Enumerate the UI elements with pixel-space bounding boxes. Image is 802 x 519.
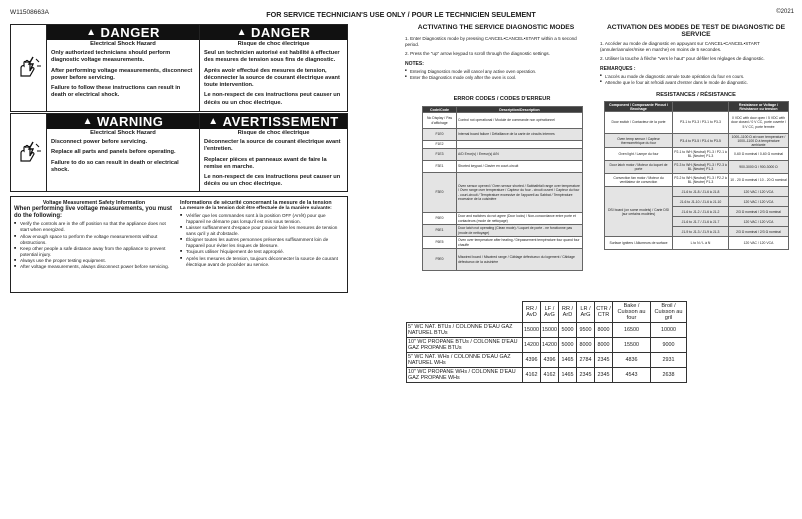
error-description: Door and switches do not agree (Door locks) / Non-concordance entre porte et contacteurs (mode de nettoyage) <box>457 213 583 225</box>
component: Oven temp sensor / Capteur thermométrique du four <box>605 134 673 148</box>
error-description <box>457 141 583 149</box>
document-number: W11508663A <box>10 9 49 16</box>
column-header: Code/Code <box>423 107 457 113</box>
table-cell: 14200 <box>541 338 559 353</box>
table-cell: 15000 <box>523 323 541 338</box>
danger-banner: ▲ DANGER <box>47 25 199 40</box>
page-title: FOR SERVICE TECHNICIAN'S USE ONLY / POUR LE TECHNICIEN SEULEMENT <box>266 10 536 19</box>
resistance-value: 120 VAC / 120 VCA <box>729 187 789 197</box>
table-header-row <box>407 302 687 323</box>
table-row <box>423 225 583 237</box>
column-header: LF / AvG <box>541 302 559 323</box>
component: Oven light / Lampe du four <box>605 148 673 161</box>
error-description: Door latch not operating (Clean mode) / Loquet de porte - ne fonctionne pas (mode de nettoyage) <box>457 225 583 237</box>
btu-rating-table <box>406 301 687 383</box>
pinout: J1-6 to J1-2 / J1-6 à J1-2 <box>673 207 729 217</box>
table-cell: 4162 <box>541 368 559 383</box>
error-code: F3E0 <box>423 173 457 213</box>
error-code: F6E5 <box>423 237 457 249</box>
column-header: Description/Description <box>457 107 583 113</box>
resistance-value: 120 VAC / 120 VCA <box>729 237 789 250</box>
note: ■ Enter the Diagnostics mode only after the oven is cool. <box>405 75 587 81</box>
diagnostic-section-french <box>600 24 792 85</box>
warning-triangle-icon: ▲ <box>86 27 97 38</box>
row-label: 5" WC NAT. WHs / COLONNE D'EAU GAZ NATUREL WHs <box>407 353 523 368</box>
table-row <box>407 338 687 353</box>
warning-french <box>200 114 347 191</box>
table-cell: 2345 <box>595 368 613 383</box>
diagnostic-section-english <box>405 24 587 80</box>
hazard-message: Disconnect power before servicing. <box>51 139 148 145</box>
list-item: ■ Toujours utiliser l'équipement de test approprié. <box>180 249 343 255</box>
table-cell: 4543 <box>613 368 651 383</box>
table-cell: 2345 <box>577 368 595 383</box>
hazard-message: Failure to follow these instructions can result in death or electrical shock. <box>51 85 181 99</box>
notes-label-fr: REMARQUES : <box>600 65 636 72</box>
error-description: Oven over temperature after heating / Dépassement température four quand four chauffe <box>457 237 583 249</box>
hazard-message: Après avoir effectué des mesures de tension, déconnecter la source de courant électrique avant toute intervention. <box>204 67 340 89</box>
safety-list-fr <box>180 213 343 268</box>
table-row <box>423 129 583 141</box>
danger-english <box>47 25 200 111</box>
hazard-message: Le non-respect de ces instructions peut causer un décès ou un choc électrique. <box>204 92 341 106</box>
resistance-value: 10 - 20 Ω nominal / 10 - 20 Ω nominal <box>729 174 789 187</box>
table-row <box>423 161 583 173</box>
table-cell: 4162 <box>523 368 541 383</box>
error-description: Shorted keypad / Clavier en court-circuit <box>457 161 583 173</box>
table-header-row <box>605 102 789 112</box>
step: 2. Press the "up" arrow keypad to scroll through the diagnostic settings. <box>405 50 550 56</box>
hazard-message: Seul un technicien autorisé est habilité à effectuer des mesures de tension sous fins de diagnostic. <box>204 50 340 64</box>
error-code: F3E1 <box>423 161 457 173</box>
pinout: J1-6 to J1-7 / J1-6 à J1-7 <box>673 217 729 227</box>
list-item: ■ Keep other people a safe distance away from the appliance to prevent potential injury. <box>14 246 174 258</box>
table-cell: 10000 <box>651 323 687 338</box>
table-row <box>605 148 789 161</box>
pinout: J1-9 to J1-3 / J1-9 à J1-3 <box>673 227 729 237</box>
pinout: P2-2 to WH (Neutral) P1-3 / P2-2 à BL (Neutre) P1-3 <box>673 174 729 187</box>
component: Door switch / Contacteur de la porte <box>605 112 673 134</box>
danger-french <box>200 25 347 111</box>
table-cell: 2931 <box>651 353 687 368</box>
pinout: P3-1 to P3-3 / P3-1 to P3-3 <box>673 112 729 134</box>
table-row <box>407 368 687 383</box>
hazard-message: Only authorized technicians should perform diagnostic voltage measurements. <box>51 50 171 64</box>
safety-french <box>180 200 343 268</box>
table-cell: 8000 <box>595 323 613 338</box>
pinout: L to N / L à N <box>673 237 729 250</box>
table-cell: 4396 <box>523 353 541 368</box>
table-row <box>605 174 789 187</box>
warning-english <box>47 114 200 191</box>
table-row <box>423 149 583 161</box>
note: ■ L'accès au mode de diagnostic annule toute opération du four en cours. <box>600 74 792 80</box>
list-item: ■ Allow enough space to perform the voltage measurements without obstructions. <box>14 234 174 246</box>
column-header: CTR / CTR <box>595 302 613 323</box>
resistance-value: 2/3 Ω nominal / 2/3 Ω nominal <box>729 227 789 237</box>
warning-box <box>10 113 348 192</box>
table-cell: 14200 <box>523 338 541 353</box>
row-label: 10" WC PROPANE BTUs / COLONNE D'EAU GAZ PROPANE BTUs <box>407 338 523 353</box>
column-header: Component / Composante Pinout / Brochage <box>605 102 673 112</box>
step: 2. Utiliser la touche à flèche "vers le haut" pour défiler les réglages de diagnostic. <box>600 55 765 61</box>
resistance-value: 0-60 Ω nominal / 0-60 Ω nominal <box>729 148 789 161</box>
table-row <box>407 323 687 338</box>
table-cell: 15500 <box>613 338 651 353</box>
hazard-message: Replacer pièces et panneaux avant de faire la remise en marche. <box>204 156 327 170</box>
table-cell: 8000 <box>577 338 595 353</box>
resistance-value: 120 VAC / 120 VCA <box>729 217 789 227</box>
table-row <box>605 187 789 197</box>
component: DSI board (on some models) / Carte DSI (sur certains modèles) <box>605 187 673 237</box>
safety-list <box>14 221 174 270</box>
shock-hazard-icon <box>11 114 47 191</box>
warning-triangle-icon: ▲ <box>208 116 219 127</box>
error-code: F1E0 <box>423 129 457 141</box>
table-cell: 1465 <box>559 368 577 383</box>
table-row <box>605 112 789 134</box>
step: 1. Enter Diagnostics mode by pressing CANCEL•CANCEL•START within a 5 second period. <box>405 36 577 47</box>
hazard-subtitle-fr: Risque de choc électrique <box>237 130 310 136</box>
pinout: J1-6 to J1-8 / J1-6 à J1-8 <box>673 187 729 197</box>
resistances-title: RESISTANCES / RÉSISTANCE <box>656 92 736 98</box>
column-header: Broil / Cuisson au gril <box>651 302 687 323</box>
pinout: P2-1 to WH (Neutral) P1-3 / P2-1 à BL (Neutre) P1-3 <box>673 148 729 161</box>
error-description: Miswired board / Miswired range / Câblage défectueux du logement / Câblage défectueux de la cuisinière <box>457 249 583 271</box>
error-codes-table <box>422 106 583 271</box>
warning-banner: ▲ WARNING <box>47 114 199 129</box>
note: ■ Attendre que le four ait refroidi avant d'entrer dans le mode de diagnostic. <box>600 80 792 86</box>
warning-triangle-icon: ▲ <box>82 116 94 127</box>
column-header: RR / AvD <box>523 302 541 323</box>
table-row <box>605 237 789 250</box>
step: 1. Accéder au mode de diagnostic en appuyant sur CANCEL•CANCEL•START (annuler/annuler/mise en marche) en moins de 5 secondes. <box>600 41 760 52</box>
error-code: No Display / Pas d'affichage <box>423 113 457 129</box>
column-header <box>673 102 729 112</box>
section-title-fr: ACTIVATION DES MODES DE TEST DE DIAGNOSTIC DE SERVICE <box>606 24 786 38</box>
table-row <box>423 113 583 129</box>
list-item: ■ Vérifier que les commandes sont à la position OFF (Arrêt) pour que l'appareil ne démarre pas lorsqu'il est mis sous tension. <box>180 213 343 225</box>
column-header: Resistance or Voltage / Résistance ou tension <box>729 102 789 112</box>
copyright: ©2021 <box>776 9 794 15</box>
table-row <box>423 173 583 213</box>
safety-title-fr: Informations de sécurité concernant la mesure de la tension <box>180 200 332 206</box>
list-item: ■ Laisser suffisamment d'espace pour pouvoir faire les mesures de tension sans qu'il y ait d'obstacle. <box>180 225 343 237</box>
hazard-message: Le non-respect de ces instructions peut causer un décès ou un choc électrique. <box>204 174 341 188</box>
resistance-value: 2/3 Ω nominal / 2/3 Ω nominal <box>729 207 789 217</box>
resistance-value: 1000–1100 Ω at room temperature / 1000–1100 Ω à température ambiante <box>729 134 789 148</box>
shock-hazard-icon <box>11 25 47 111</box>
row-label: 5" WC NAT. BTUs / COLONNE D'EAU GAZ NATUREL BTUs <box>407 323 523 338</box>
pinout: J1-6 to J1-10 / J1-6 à J1-10 <box>673 197 729 207</box>
component: Door latch motor / Moteur du loquet de porte <box>605 161 673 174</box>
column-header: RR / ArD <box>559 302 577 323</box>
safety-title: Voltage Measurement Safety Information <box>42 200 146 206</box>
note: ■ Entering Diagnostics mode will cancel any active oven operation. <box>405 69 587 75</box>
list-item: ■ Après les mesures de tension, toujours déconnecter la source de courant électrique avant de procéder au service. <box>180 256 343 268</box>
hazard-message: After performing voltage measurements, disconnect power before servicing. <box>51 67 193 81</box>
table-row <box>407 353 687 368</box>
safety-english <box>14 200 174 270</box>
table-row <box>423 237 583 249</box>
pinout: P3-4 to P3-5 / P3-4 to P3-5 <box>673 134 729 148</box>
danger-banner-fr: ▲ DANGER <box>200 25 347 40</box>
error-description: Oven sensor opened / Oven sensor shorted / Sabbathfail range over temperature / Oven range over temperature / Capteur du four - circuit ouvert / Capteur du four - court-circuit / Température excessive de l'appareil au Sabbat / Température excessive de la cuisinière <box>457 173 583 213</box>
section-title: ACTIVATING THE SERVICE DIAGNOSTIC MODES <box>417 24 575 31</box>
hazard-subtitle: Electrical Shock Hazard <box>90 41 156 47</box>
table-cell: 2638 <box>651 368 687 383</box>
error-description: Internal board failure / Défaillance de la carte de circuits internes <box>457 129 583 141</box>
hazard-message: Replace all parts and panels before operating. <box>51 149 176 156</box>
column-header: Bake / Cuisson au four <box>613 302 651 323</box>
table-row <box>605 161 789 174</box>
error-code: F1E3 <box>423 149 457 161</box>
list-item: ■ Éloigner toutes les autres personnes présentes suffisamment loin de l'appareil pour éviter les risques de blessure. <box>180 237 343 249</box>
table-cell: 5000 <box>559 323 577 338</box>
hazard-subtitle-fr: Risque de choc électrique <box>237 41 310 47</box>
table-cell: 4836 <box>613 353 651 368</box>
safety-info-box <box>10 196 348 293</box>
error-description: Control not operational / Module de commande non opérationnel <box>457 113 583 129</box>
table-row <box>423 141 583 149</box>
table-row <box>605 134 789 148</box>
pinout: P2-3 to WH (Neutral) P1-3 / P2-3 à BL (Neutre) P1-3 <box>673 161 729 174</box>
error-code: F6E0 <box>423 213 457 225</box>
table-cell: 2784 <box>577 353 595 368</box>
error-code: F1E2 <box>423 141 457 149</box>
notes-label: NOTES: <box>405 60 424 67</box>
component: Surface igniters / Allumeurs de surface <box>605 237 673 250</box>
corner-cell <box>407 302 523 323</box>
warning-triangle-icon: ▲ <box>236 27 248 38</box>
component: Convection fan motor / Moteur du ventilateur de convection <box>605 174 673 187</box>
table-cell: 8000 <box>595 338 613 353</box>
danger-box <box>10 24 348 112</box>
hazard-subtitle: Electrical Shock Hazard <box>90 130 156 136</box>
list-item: ■ After voltage measurements, always disconnect power before servicing. <box>14 264 174 270</box>
resistance-value: 0 VDC with door open / 5 VDC with door closed / 0 V CC, porte ouverte / 5 V CC, porte fermée <box>729 112 789 134</box>
table-cell: 9500 <box>577 323 595 338</box>
table-cell: 15000 <box>541 323 559 338</box>
table-cell: 4396 <box>541 353 559 368</box>
row-label: 10" WC PROPANE WHs / COLONNE D'EAU GAZ PROPANE WHs <box>407 368 523 383</box>
table-row <box>423 213 583 225</box>
column-header: LR / ArG <box>577 302 595 323</box>
hazard-message: Failure to do so can result in death or electrical shock. <box>51 159 179 173</box>
error-code: F9E0 <box>423 249 457 271</box>
safety-lead: When performing live voltage measurements, you must do the following: <box>14 206 173 220</box>
list-item: ■ Verify the controls are in the off position so that the appliance does not start when energized. <box>14 221 174 233</box>
warning-banner-fr: ▲ AVERTISSEMENT <box>200 114 347 129</box>
resistance-value: 900-3000 Ω / 900-3000 Ω <box>729 161 789 174</box>
hazard-message: Déconnecter la source de courant électrique avant l'entretien. <box>204 139 341 153</box>
table-cell: 16500 <box>613 323 651 338</box>
table-cell: 5000 <box>559 338 577 353</box>
table-cell: 9000 <box>651 338 687 353</box>
error-codes-title: ERROR CODES / CODES D'ERREUR <box>453 96 551 102</box>
resistances-table <box>604 101 789 250</box>
list-item: ■ Always use the proper testing equipment. <box>14 258 174 264</box>
error-description: A/D Error(s) / Erreur(s) A/N <box>457 149 583 161</box>
resistance-value: 120 VAC / 120 VCA <box>729 197 789 207</box>
safety-lead-fr: La mesure de la tension doit être effectuée de la manière suivante: <box>180 206 332 211</box>
error-code: F6E1 <box>423 225 457 237</box>
table-cell: 2345 <box>595 353 613 368</box>
table-cell: 1465 <box>559 353 577 368</box>
table-row <box>423 249 583 271</box>
